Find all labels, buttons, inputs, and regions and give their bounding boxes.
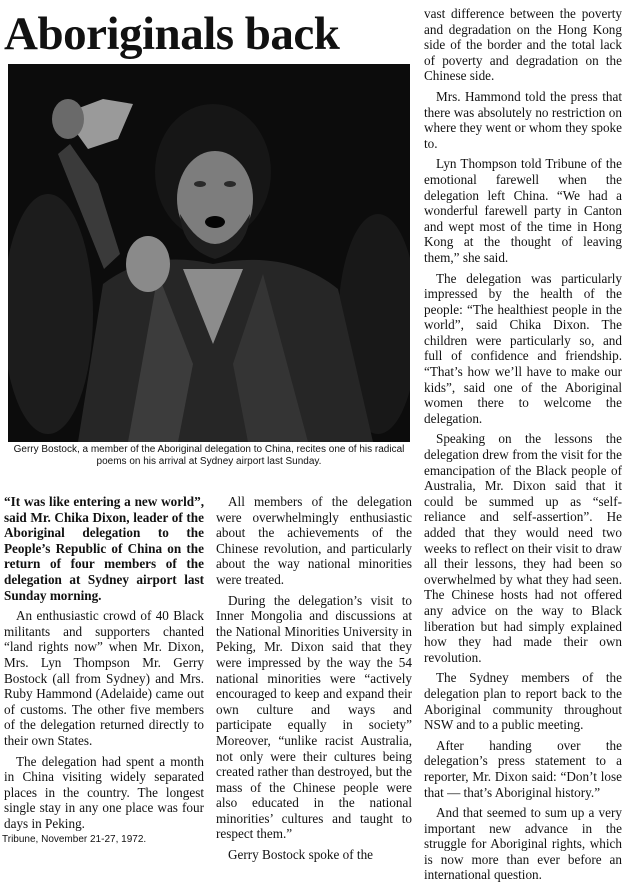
paragraph: Lyn Thompson told Tribune of the emotional farewell when the delegation left China. “We had a wonderful farewell party in Canton and wept most of the time in Hong Kong at the thought of leaving them,” she said. [424,156,622,265]
photo-illustration [8,64,410,442]
paragraph: vast difference between the poverty and degradation on the Hong Kong side of the border and the total lack of poverty and degradation on the Chinese side. [424,6,622,84]
source-footer: Tribune, November 21-27, 1972. [2,834,147,845]
paragraph: The delegation had spent a month in China visiting widely separated places in the country. The longest single stay in any one place was four days in Peking. [4,753,204,831]
paragraph: During the delegation’s visit to Inner Mongolia and discussions at the National Minorities University in Peking, Mr. Dixon said that they were impressed by the way the 54 national minorities were “actively encouraged to keep and expand their own culture and ways and participate equally in society” Moreover, “unlike racist Australia, not only were their cultures being created rather than destroyed, but the mass of the Chinese people were also educated in the national minorities’ cultures and taught to respect them.” [216,592,412,842]
paragraph: An enthusiastic crowd of 40 Black militants and supporters chanted “land rights now” when Mr. Dixon, Mrs. Lyn Thompson Mr. Gerry Bostock (all from Sydney) and Mrs. Ruby Hammond (Adelaide) came out of customs. The other five members of the delegation returned directly to their own States. [4,608,204,748]
article-column-left [4,494,204,836]
lead-paragraph: “It was like entering a new world”, said Mr. Chika Dixon, leader of the Aboriginal delegation to the People’s Republic of China on the return of four members of the delegation at Sydney airport last Sunday morning. [4,494,204,603]
photo-gerry-bostock [8,64,410,442]
paragraph: Speaking on the lessons the delegation drew from the visit for the emancipation of the Black people of Australia, Mr. Dixon said that it could be summed up as “self-reliance and self-assertion”. He added that they would need two weeks to reflect on their visit to draw all their lessons, they had been so overwhelmed by what they had seen. The Chinese hosts had not offered any advice on the way to Black liberation but had simply explained how they had made their own revolution. [424,431,622,665]
paragraph: All members of the delegation were overwhelmingly enthusiastic about the achievements of the Chinese revolution, and particularly about the way national minorities were treated. [216,494,412,587]
paragraph: Mrs. Hammond told the press that there was absolutely no restriction on where they went or whom they spoke to. [424,88,622,151]
article-column-right [424,6,622,888]
article-column-middle [216,494,412,868]
paragraph: And that seemed to sum up a very important new advance in the struggle for Aboriginal rights, which is now more than ever before an international question. [424,805,622,883]
paragraph: Gerry Bostock spoke of the [228,847,374,863]
paragraph: The Sydney members of the delegation plan to report back to the Aboriginal community throughout NSW and to a public meeting. [424,670,622,733]
paragraph: After handing over the delegation’s press statement to a reporter, Mr. Dixon said: “Don’t lose that — that’s Aboriginal history.” [424,737,622,800]
photo-caption: Gerry Bostock, a member of the Aboriginal delegation to China, recites one of his radical poems on his arrival at Sydney airport last Sunday. [13,444,405,467]
paragraph: The delegation was particularly impressed by the health of the people: “The healthiest people in the world”, said Chika Dixon. The children were particularly so, and full of confidence and friendship. “That’s how we’ll have to make our kids”, said one of the Aboriginal women there to welcome the delegation. [424,270,622,426]
headline: Aboriginals back [4,8,340,60]
